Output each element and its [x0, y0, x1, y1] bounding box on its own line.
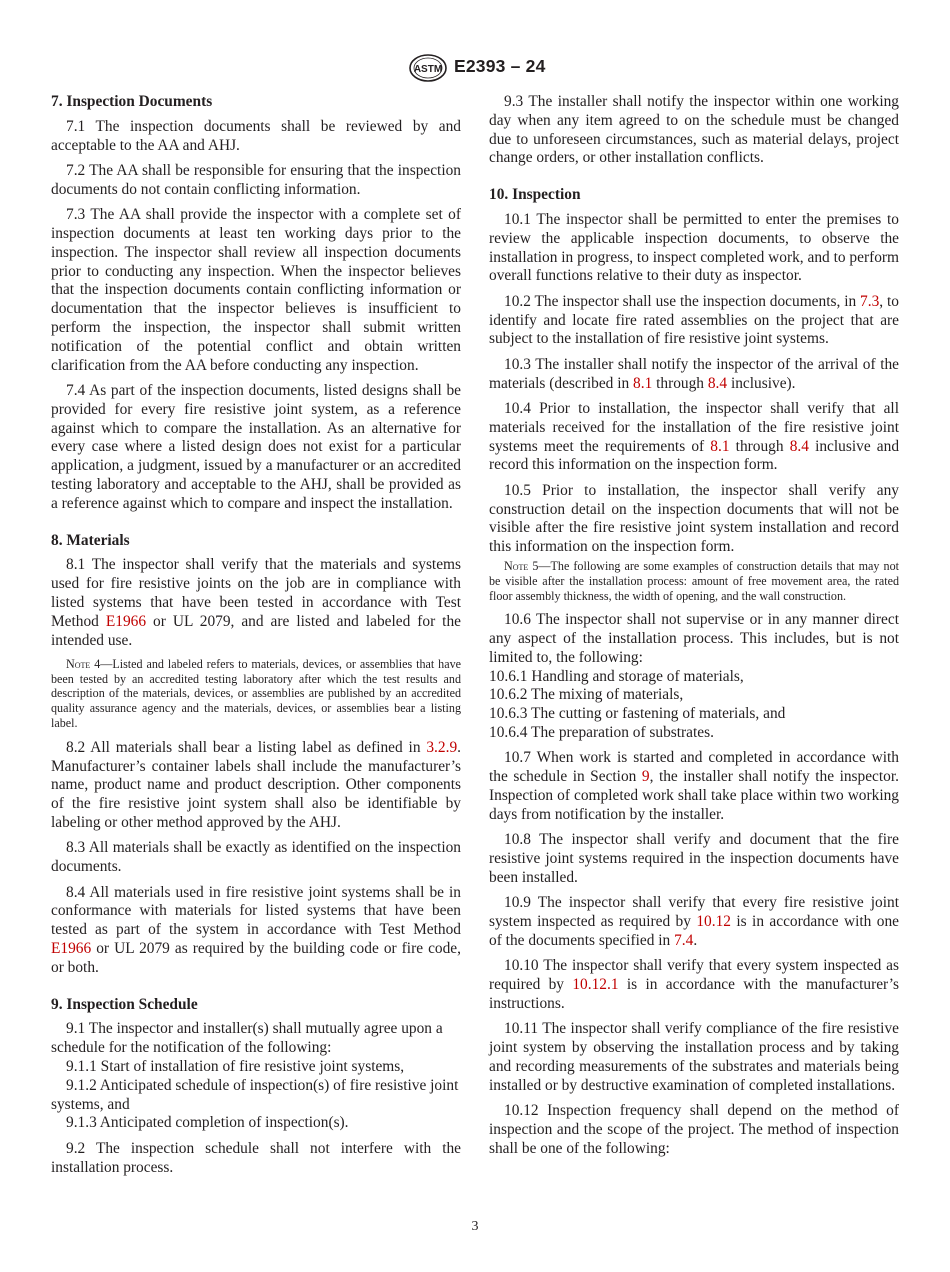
note-4 — [51, 657, 461, 731]
ref-link-e1966[interactable]: E1966 — [105, 612, 147, 630]
para-10-6-4: 10.6.4 The preparation of substrates. — [489, 724, 714, 742]
page-header — [0, 52, 950, 86]
para-10-1: 10.1 The inspector shall be permitted to enter the premises to review the applicable inspection documents, to observe the installation in progress, to inspect completed work, and to perform overall functions relative to their duty as inspector. — [489, 210, 899, 285]
section-9-heading: 9. Inspection Schedule — [51, 995, 198, 1013]
para-10-5: 10.5 Prior to installation, the inspector shall verify any construction detail on the inspection documents that will not be visible after the fire resistive joint system installation and record this information on the inspection form. — [489, 481, 899, 556]
para-8-1: 8.1 The inspector shall verify that the materials and systems used for fire resistive joints on the job are in compliance with listed systems that have been tested in accordance with Test Method E1966 or UL 2079, and are listed and labeled for the intended use. — [51, 556, 461, 649]
note-5-label: Note 5 — [504, 558, 539, 573]
para-9-1-2: 9.1.2 Anticipated schedule of inspection(s) of fire resistive joint systems, and — [51, 1076, 459, 1113]
para-8-3: 8.3 All materials shall be exactly as identified on the inspection documents. — [51, 839, 461, 876]
note-5-text: —The following are some examples of construction details that may not be visible after the installation process: amount of free movement area, the rated floor assembly thickness, the width of opening, and the wall construction. — [489, 558, 899, 603]
left-column — [51, 93, 461, 1184]
logo-text: ASTM — [413, 64, 443, 75]
ref-link-8-1[interactable]: 8.1 — [633, 374, 653, 392]
astm-logo-icon — [409, 54, 447, 82]
note-5 — [489, 559, 899, 603]
ref-link-7-4[interactable]: 7.4 — [674, 931, 694, 949]
ref-link-8-1[interactable]: 8.1 — [710, 437, 730, 455]
para-9-1: 9.1 The inspector and installer(s) shall mutually agree upon a schedule for the notification of the following: — [51, 1020, 443, 1057]
ref-link-3-2-9[interactable]: 3.2.9 — [426, 738, 458, 756]
ref-link-10-12[interactable]: 10.12 — [696, 913, 731, 931]
para-8-4: 8.4 All materials used in fire resistive joint systems shall be in conformance with materials for listed systems that have been tested as part of the system in accordance with Test Method E1966 or UL 2079 as required by the building code or fire code, or both. — [51, 883, 461, 976]
section-8-heading: 8. Materials — [51, 531, 130, 549]
para-8-2: 8.2 All materials shall bear a listing label as defined in 3.2.9. Manufacturer’s container labels shall include the manufacturer’s name, product name and product description. Other components of the fire resistive joint system shall also be identifiable by labeling or other method approved by the AHJ. — [51, 738, 461, 832]
para-10-7: 10.7 When work is started and completed in accordance with the schedule in Section 9, the installer shall notify the inspector. Inspection of completed work shall take place within two working days from notification by the installer. — [489, 749, 899, 823]
para-7-3: 7.3 The AA shall provide the inspector with a complete set of inspection documents at least ten working days prior to the inspection. The inspector shall review all inspection documents prior to conducting any inspection. When the inspector believes that the inspection documents contain conflicting information or documentation that the inspector believes is insufficient to perform the inspection, the inspector shall submit written notification of the potential conflict and obtain written clarification from the AA before conducting any inspection. — [51, 206, 461, 374]
page-number: 3 — [471, 1219, 479, 1234]
ref-link-section-9[interactable]: 9 — [641, 768, 650, 786]
para-7-4: 7.4 As part of the inspection documents, listed designs shall be provided for every fire resistive joint system, as a reference against which to compare the installation. As an alternative for every case where a listed design does not exist for a particular application, a judgment, issued by a manufacturer or an accredited testing laboratory and acceptable to the AHJ, shall be provided as a reference against which to compare and inspect the installation. — [51, 381, 461, 512]
para-9-3: 9.3 The installer shall notify the inspector within one working day when any item agreed to on the schedule must be changed due to unforeseen circumstances, such as material delays, project change orders, or other installation conflicts. — [489, 93, 899, 167]
para-10-10: 10.10 The inspector shall verify that every system inspected as required by 10.12.1 is in accordance with the manufacturer’s instructions. — [489, 957, 899, 1012]
para-10-6-1: 10.6.1 Handling and storage of materials, — [489, 667, 744, 685]
note-4-text: —Listed and labeled refers to materials, devices, or assemblies that have been tested by an accredited testing laboratory after which the test results and description of the materials, devices, or assemblies are published by an accredited quality assurance agency and the materials, devices, or assemblies bear a listing label. — [51, 656, 462, 731]
ref-link-7-3[interactable]: 7.3 — [860, 292, 880, 310]
para-10-8: 10.8 The inspector shall verify and document that the fire resistive joint systems required in the inspection documents have been installed. — [489, 831, 899, 886]
ref-link-8-4[interactable]: 8.4 — [789, 437, 809, 455]
ref-link-8-4[interactable]: 8.4 — [707, 374, 728, 392]
para-9-2: 9.2 The inspection schedule shall not interfere with the installation process. — [51, 1139, 461, 1176]
para-9-1-1: 9.1.1 Start of installation of fire resistive joint systems, — [66, 1058, 405, 1076]
para-10-6-3: 10.6.3 The cutting or fastening of materials, and — [489, 705, 786, 723]
ref-link-e1966[interactable]: E1966 — [51, 940, 92, 958]
right-column — [489, 93, 899, 1165]
section-7-heading: 7. Inspection Documents — [51, 93, 213, 110]
para-10-12: 10.12 Inspection frequency shall depend on the method of inspection and the scope of the project. The method of inspection shall be one of the following: — [489, 1101, 899, 1157]
para-9-1-3: 9.1.3 Anticipated completion of inspection(s). — [66, 1114, 349, 1132]
para-10-6: 10.6 The inspector shall not supervise or in any manner direct any aspect of the installation process. This includes, but is not limited to, the following: — [489, 611, 899, 666]
section-10-heading: 10. Inspection — [489, 186, 581, 204]
para-10-6-2: 10.6.2 The mixing of materials, — [489, 686, 684, 704]
para-10-3: 10.3 The installer shall notify the inspector of the arrival of the materials (described in 8.1 through 8.4 inclusive). — [489, 355, 899, 392]
para-10-2: 10.2 The inspector shall use the inspection documents, in 7.3, to identify and locate fire rated assemblies on the project that are subject to the installation of fire resistive joint systems. — [489, 292, 899, 348]
para-7-1: 7.1 The inspection documents shall be reviewed by and acceptable to the AA and AHJ. — [51, 117, 461, 154]
para-10-4: 10.4 Prior to installation, the inspector shall verify that all materials received for the installation of the fire resistive joint systems meet the requirements of 8.1 through 8.4 inclusive and record this information on the inspection form. — [489, 399, 900, 474]
para-10-11: 10.11 The inspector shall verify compliance of the fire resistive joint system by observing the installation process and by taking and recording measurements of the substrates and materials being installed or by destructive examination of completed installations. — [489, 1020, 899, 1094]
note-4-label: Note 4 — [66, 656, 101, 671]
ref-link-10-12-1[interactable]: 10.12.1 — [572, 976, 619, 994]
para-10-9: 10.9 The inspector shall verify that every fire resistive joint system inspected as required by 10.12 is in accordance with one of the documents specified in 7.4. — [489, 894, 899, 949]
para-7-2: 7.2 The AA shall be responsible for ensuring that the inspection documents do not contain conflicting information. — [51, 161, 461, 198]
document-id: E2393 – 24 — [454, 56, 546, 76]
